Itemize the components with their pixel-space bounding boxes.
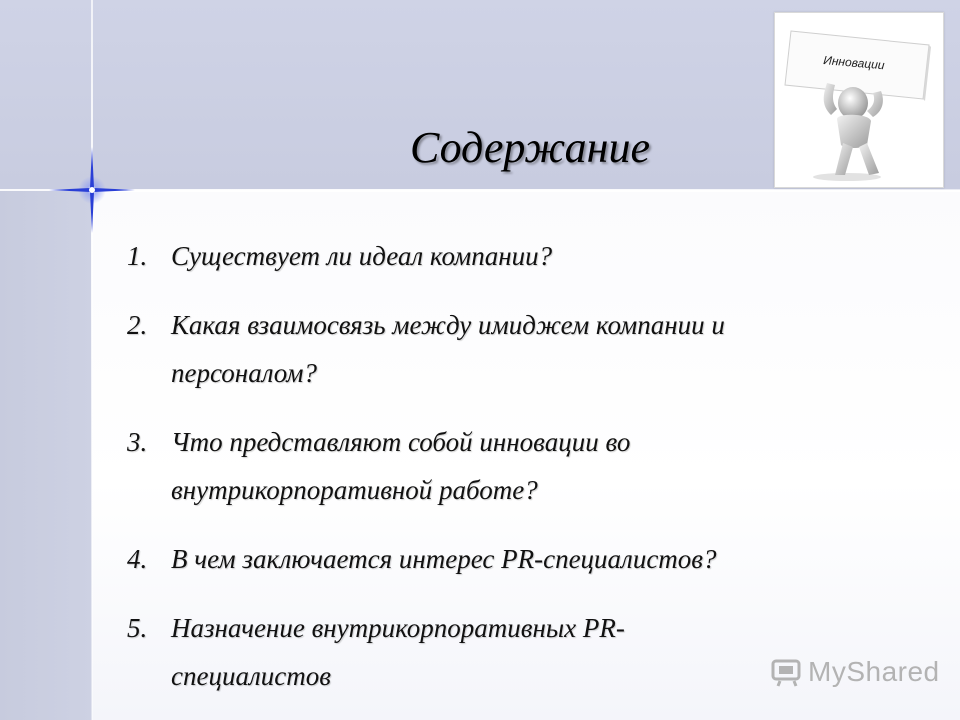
item-number: 1.	[127, 241, 148, 271]
sparkle-star-icon	[47, 145, 137, 235]
person-holding-sign-icon	[775, 13, 943, 187]
item-text: Что представляют собой инновации во	[171, 427, 631, 457]
item-text: Назначение внутрикорпоративных PR-	[171, 613, 625, 643]
item-number: 4.	[127, 544, 148, 574]
item-text: Какая взаимосвязь между имиджем компании и	[171, 310, 725, 340]
item-number: 3.	[127, 427, 148, 457]
list-item	[127, 301, 887, 397]
innovation-image	[774, 12, 944, 188]
slide-title: Содержание	[409, 123, 650, 172]
contents-list	[127, 232, 887, 700]
item-text-continuation: внутрикорпоративной работе?	[171, 475, 538, 505]
item-text: Существует ли идеал компании?	[171, 241, 553, 271]
list-item	[127, 535, 887, 583]
item-text-continuation: персоналом?	[171, 358, 317, 388]
item-text: В чем заключается интерес PR-специалистов?	[171, 544, 717, 574]
vertical-divider	[91, 0, 93, 720]
list-item	[127, 232, 887, 280]
left-band	[0, 190, 92, 720]
item-number: 2.	[127, 310, 148, 340]
sign-text: Инновации	[822, 53, 886, 73]
watermark-text: MyShared	[808, 656, 940, 687]
watermark	[770, 655, 940, 689]
myshared-logo-icon	[770, 655, 804, 689]
horizontal-divider	[0, 189, 960, 191]
item-text-continuation: специалистов	[171, 661, 331, 691]
list-item	[127, 418, 887, 514]
item-number: 5.	[127, 613, 148, 643]
